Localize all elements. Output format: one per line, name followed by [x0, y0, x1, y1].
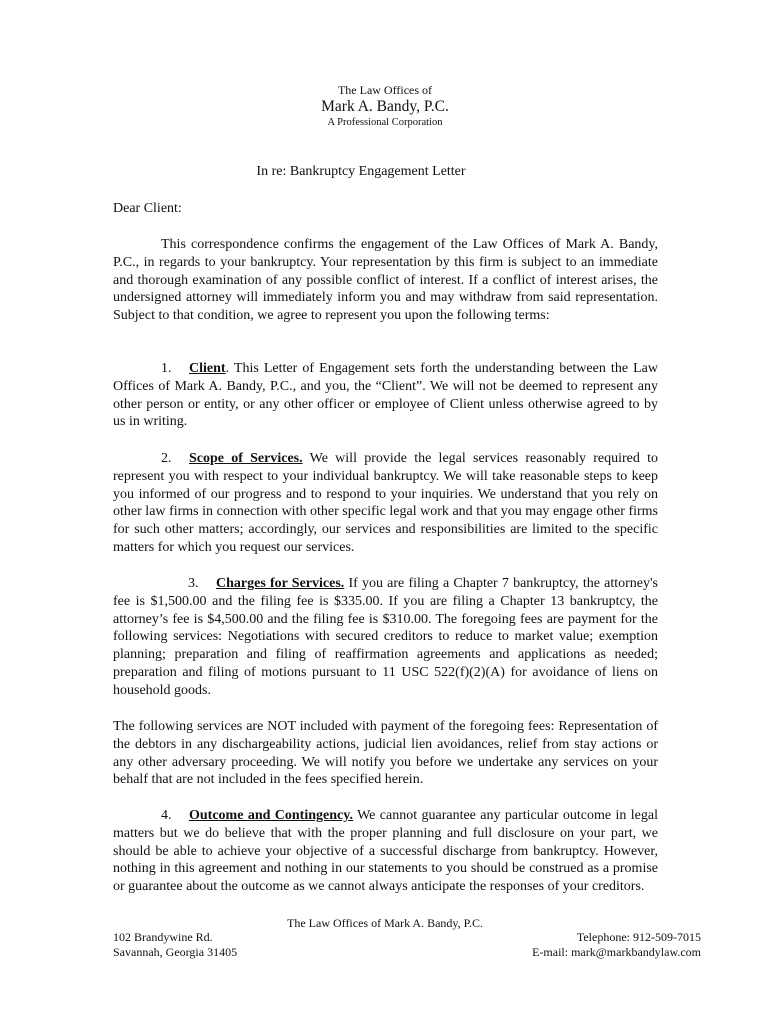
section-heading: Outcome and Contingency. [189, 808, 353, 823]
section-charges [113, 575, 658, 700]
section-text: If you are filing a Chapter 7 bankruptcy, the attorney's fee is $1,500.00 and the filing fee is $335.00. If you are filing a Chapter 13 bankruptcy, the attorney’s fee is $4,500.00 and the filing fee is $310.00. The foregoing fees are payment for the following services: Negotiations with secured creditors to reduce to market value; exemption planning; preparation and filing of reaffirmation agreements and applications as needed; preparation and filing of motions pursuant to 11 USC 522(f)(2)(A) for avoidance of liens on household goods. [113, 576, 658, 698]
firm-corporation: A Professional Corporation [327, 117, 443, 128]
section-client [113, 360, 658, 431]
section-heading: Scope of Services. [189, 451, 303, 466]
section-number: 4. [161, 808, 172, 823]
section-outcome [113, 807, 658, 896]
section-heading: Charges for Services. [216, 576, 345, 591]
letter-subject: In re: Bankruptcy Engagement Letter [256, 164, 466, 179]
section-text: We will provide the legal services reasonably required to represent you with respect to your individual bankruptcy. We will take reasonable steps to keep you informed of our progress and to respond to your inquiries. We understand that you rely on other law firms in connection with other specific legal work and that you may engage other firms for such other matters; accordingly, our services and responsibilities are limited to the specific matters for which you request our services. [113, 451, 658, 555]
letterhead-line: The Law Offices of [337, 83, 433, 97]
footer-address [113, 930, 237, 960]
section-text: . This Letter of Engagement sets forth the understanding between the Law Offices of Mark A. Bandy, P.C., and you, the “Client”. We will not be deemed to represent any other person or entity, or any other officer or employee of Client unless otherwise agreed to by us in writing. [113, 361, 658, 430]
section-heading: Client [189, 361, 226, 376]
salutation: Dear Client: [113, 201, 182, 216]
footer-address-line1: 102 Brandywine Rd. [113, 930, 213, 944]
section-number: 2. [161, 451, 172, 466]
intro-paragraph [113, 236, 658, 325]
footer-firm: The Law Offices of Mark A. Bandy, P.C. [287, 916, 483, 930]
section-number: 1. [161, 361, 172, 376]
section-number: 3. [188, 576, 199, 591]
intro-text: This correspondence confirms the engagement of the Law Offices of Mark A. Bandy, P.C., in regards to your bankruptcy. Your representation by this firm is subject to an immediate and thorough examination of any possible conflict of interest. If a conflict of interest arises, the undersigned attorney will immediately inform you and may withdraw from said representation. Subject to that condition, we agree to represent you upon the following terms: [113, 237, 658, 324]
firm-name: Mark A. Bandy, P.C. [321, 98, 449, 115]
footer-contact [532, 930, 701, 960]
footer-telephone: Telephone: 912-509-7015 [576, 930, 701, 944]
footer-address-line2: Savannah, Georgia 31405 [113, 945, 238, 959]
section-text: We cannot guarantee any particular outcome in legal matters but we do believe that with the proper planning and full disclosure on your part, we should be able to achieve your objective of a successful discharge from bankruptcy. However, nothing in this agreement and nothing in our statements to you should be construed as a promise or guarantee about the outcome as we cannot always anticipate the responses of your creditors. [113, 808, 658, 895]
section-scope [113, 450, 658, 557]
footer-email: E-mail: mark@markbandylaw.com [532, 945, 701, 959]
not-included-paragraph: The following services are NOT included with payment of the foregoing fees: Representation of the debtors in any dischargeability actions, judicial lien avoidances, relief from stay actions or any other adversary proceeding. We will notify you before we undertake any services on your behalf that are not included in the fees specified herein. [113, 719, 658, 788]
